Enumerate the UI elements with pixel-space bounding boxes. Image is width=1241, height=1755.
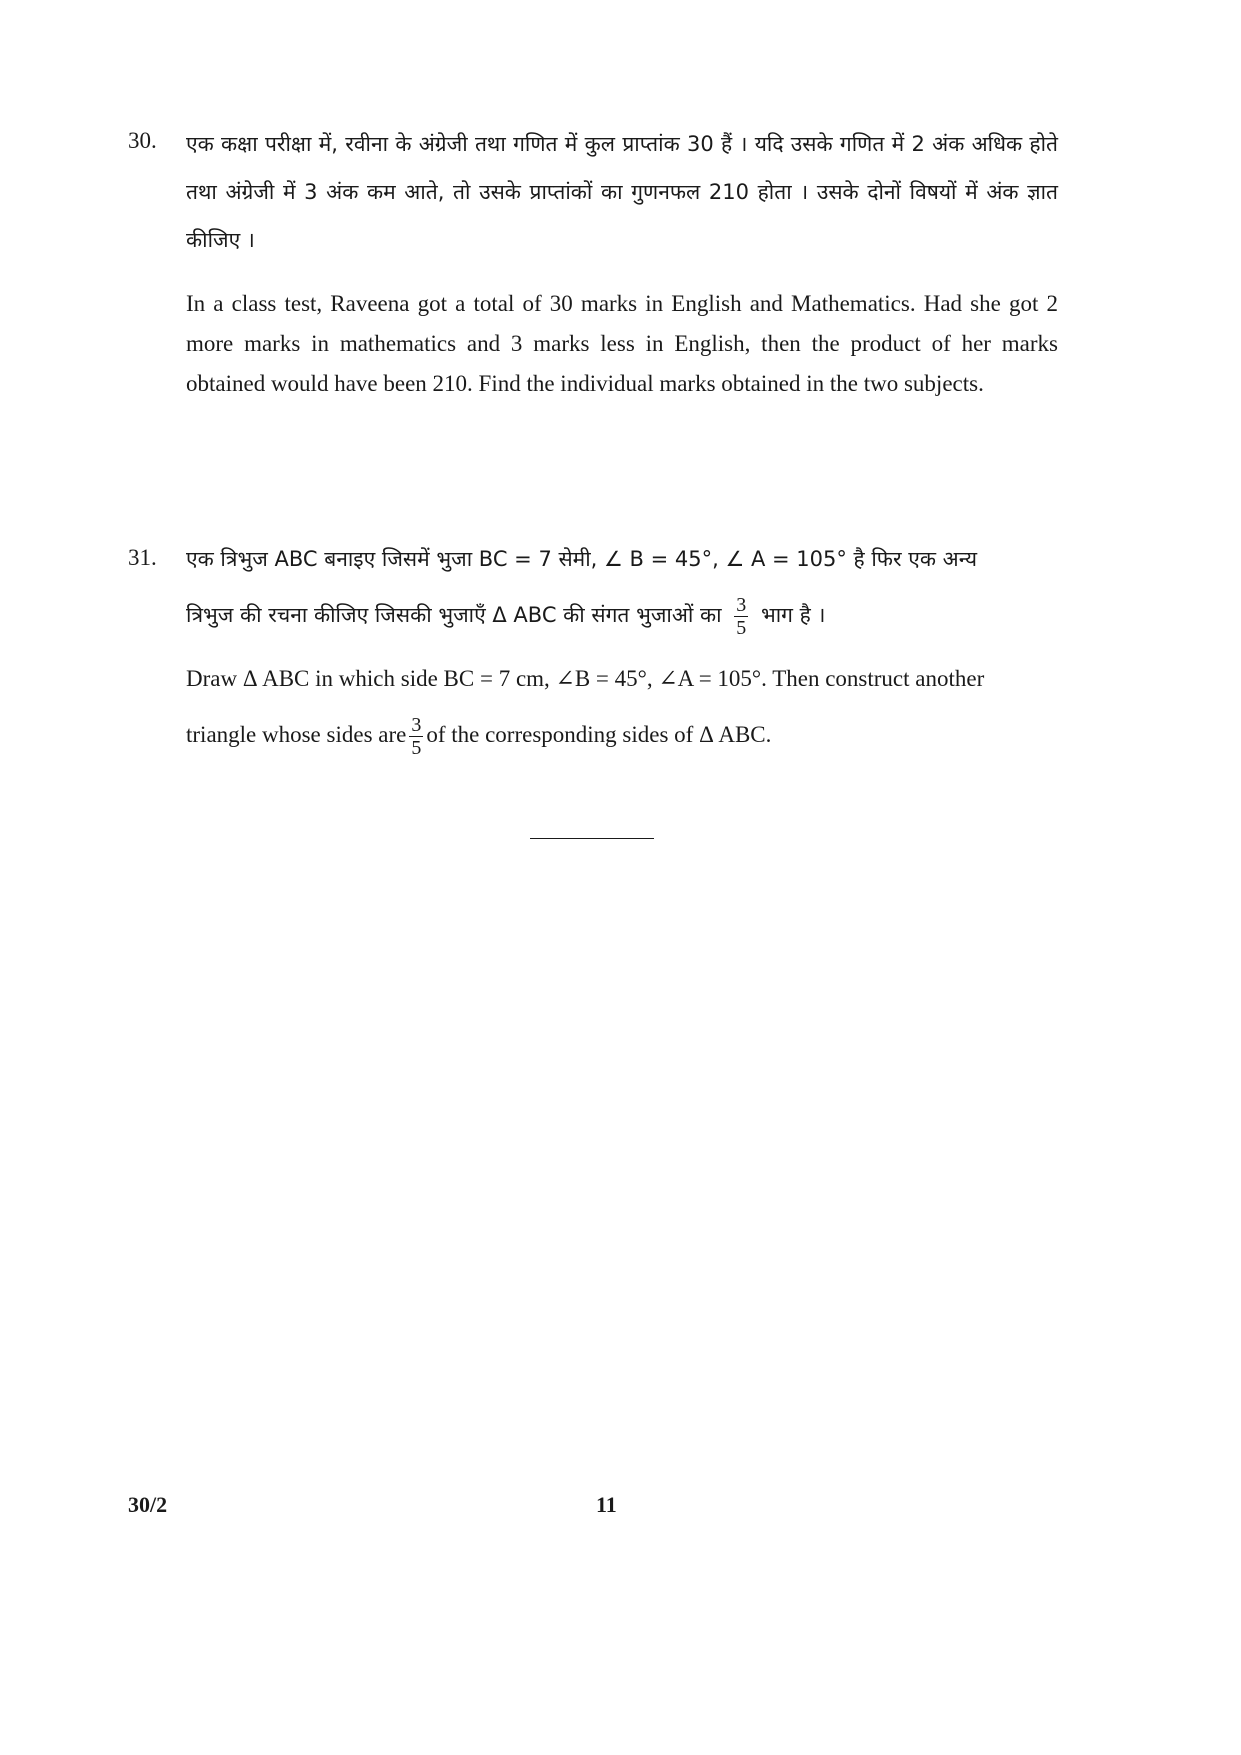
fraction-three-fifths: [734, 595, 748, 638]
fraction-numerator: 3: [736, 593, 747, 616]
question-text-hindi-line-1: एक त्रिभुज ABC बनाइए जिसमें भुजा BC = 7 सेमी, ∠ B = 45°, ∠ A = 105° है फिर एक अन्य: [186, 547, 978, 571]
question-text-english-line-2: [186, 715, 1058, 758]
question-text-english-line-1: Draw Δ ABC in which side BC = 7 cm, ∠B = 45°, ∠A = 105°. Then construct another: [186, 666, 985, 691]
hindi-text-after-fraction: भाग है ।: [760, 603, 826, 627]
english-text-after-fraction: of the corresponding sides of Δ ABC.: [426, 722, 772, 747]
question-text-english: In a class test, Raveena got a total of 30 marks in English and Mathematics. Had she got 2 more marks in mathematics and 3 marks less in English, then the product of her marks obtained would have been 210. Find the individual marks obtained in the two subjects.: [186, 291, 1058, 396]
hindi-text-before-fraction: त्रिभुज की रचना कीजिए जिसकी भुजाएँ Δ ABC की संगत भुजाओं का: [186, 603, 722, 627]
question-body: [186, 120, 1058, 404]
end-of-section-rule: [530, 838, 654, 839]
english-text-before-fraction: triangle whose sides are: [186, 722, 407, 747]
fraction-numerator: 3: [411, 714, 422, 737]
question-text-hindi: एक कक्षा परीक्षा में, रवीना के अंग्रेजी तथा गणित में कुल प्राप्तांक 30 हैं । यदि उसके गणित में 2 अंक अधिक होते तथा अंग्रेजी में 3 अंक कम आते, तो उसके प्राप्तांकों का गुणनफल 210 होता । उसके दोनों विषयों में अंक ज्ञात कीजिए ।: [186, 132, 1058, 252]
fraction-three-fifths: [409, 715, 423, 758]
question-body: [186, 535, 1058, 758]
question-text-hindi-line-2: [186, 591, 1058, 639]
fraction-denominator: 5: [411, 737, 422, 760]
paper-code: 30/2: [128, 1492, 168, 1517]
page-number: 11: [596, 1492, 617, 1517]
fraction-denominator: 5: [736, 616, 747, 639]
question-number: 30.: [128, 128, 157, 153]
question-number: 31.: [128, 545, 157, 570]
